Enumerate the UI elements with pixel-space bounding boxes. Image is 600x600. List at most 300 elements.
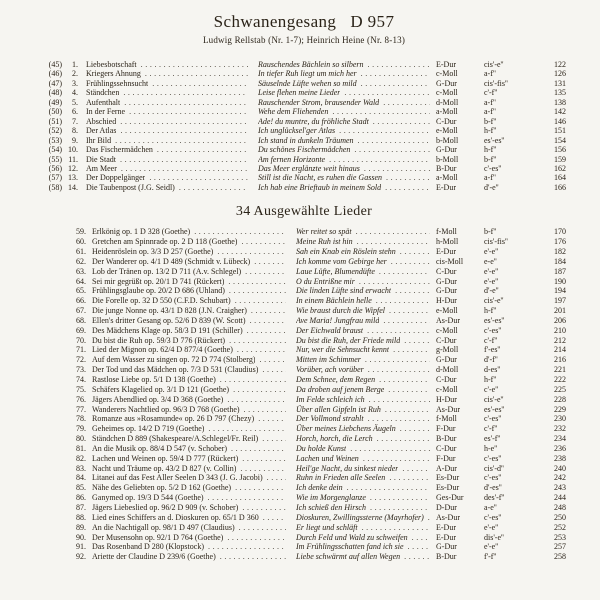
incipit: Still ist die Nacht, es ruhen die Gassen bbox=[258, 173, 382, 183]
dot-leader bbox=[240, 464, 286, 474]
song-title-cell bbox=[92, 385, 288, 395]
song-number: 74. bbox=[76, 375, 86, 384]
incipit: In tiefer Ruh liegt um mich her bbox=[258, 69, 357, 79]
dot-leader bbox=[379, 267, 430, 277]
dot-leader bbox=[362, 523, 430, 533]
incipit-cell bbox=[296, 227, 432, 237]
incipit: Liebe schwärmt auf allen Wegen bbox=[296, 552, 401, 562]
dot-leader bbox=[412, 533, 430, 543]
page-title bbox=[42, 12, 566, 32]
dot-leader bbox=[350, 444, 430, 454]
incipit: Das Meer erglänzte weit hinaus bbox=[258, 163, 360, 173]
vocal-range: c'-es'' bbox=[484, 473, 502, 483]
page-number: 182 bbox=[554, 247, 566, 257]
song-title: Sei mir gegrüßt op. 20/1 D 741 (Rückert) bbox=[92, 276, 225, 286]
page-number: 166 bbox=[554, 182, 566, 192]
song-title-cell bbox=[92, 533, 288, 543]
song-title: Heidenröslein op. 3/3 D 257 (Goethe) bbox=[92, 247, 214, 257]
incipit-cell bbox=[296, 355, 432, 365]
vocal-range: cis'-e'' bbox=[484, 296, 504, 306]
table-row bbox=[42, 326, 566, 336]
dot-leader bbox=[361, 79, 430, 88]
vocal-range: a-f'' bbox=[484, 97, 496, 107]
song-key: e-Moll bbox=[436, 306, 458, 316]
song-key: b-Moll bbox=[436, 154, 459, 164]
dot-leader bbox=[208, 542, 286, 552]
dot-leader bbox=[258, 414, 286, 424]
incipit: Rauschendes Bächlein so silbern bbox=[258, 60, 364, 69]
dot-leader bbox=[157, 145, 248, 154]
song-title: Lied der Mignon op. 62/4 D 877/4 (Goethe) bbox=[92, 345, 233, 355]
dot-leader bbox=[367, 326, 430, 336]
song-title: Litanei auf das Fest Aller Seelen D 343 (J. G. Jacobi) bbox=[92, 473, 263, 483]
vocal-range: cis'-e'' bbox=[484, 60, 504, 69]
incipit: Er liegt und schläft bbox=[296, 522, 358, 532]
page-number: 232 bbox=[554, 424, 566, 434]
song-title-cell bbox=[92, 395, 288, 405]
page-number: 216 bbox=[554, 355, 566, 365]
vocal-range: c'-es'' bbox=[484, 512, 502, 522]
table-row bbox=[42, 247, 566, 257]
work-title: Schwanengesang bbox=[213, 12, 337, 31]
table-row bbox=[42, 69, 566, 78]
vocal-range: f'-es'' bbox=[484, 345, 501, 355]
song-key: G-Dur bbox=[436, 78, 457, 88]
vocal-range: d'-e'' bbox=[484, 286, 499, 296]
work-catalog-number: D 957 bbox=[350, 12, 395, 31]
dot-leader bbox=[368, 60, 430, 69]
dot-leader bbox=[356, 227, 430, 237]
page-number: 230 bbox=[554, 414, 566, 424]
page-number: 184 bbox=[554, 256, 566, 266]
dot-leader bbox=[373, 117, 430, 126]
dot-leader bbox=[208, 493, 286, 503]
song-title-cell bbox=[92, 493, 288, 503]
incipit: O du Entrißne mir bbox=[296, 276, 355, 286]
plate-number: (57) bbox=[48, 173, 62, 183]
incipit: Wehe dem Fliehenden bbox=[258, 107, 329, 117]
song-title-cell bbox=[92, 503, 288, 513]
table-row bbox=[42, 267, 566, 277]
page-number: 238 bbox=[554, 453, 566, 463]
song-title-cell bbox=[86, 164, 250, 173]
table-row bbox=[42, 345, 566, 355]
page-number: 151 bbox=[554, 126, 566, 136]
dot-leader bbox=[237, 345, 286, 355]
song-number: 82. bbox=[76, 453, 86, 463]
dot-leader bbox=[369, 395, 430, 405]
dot-leader bbox=[235, 296, 286, 306]
dot-leader bbox=[250, 316, 286, 326]
dot-leader bbox=[228, 277, 286, 287]
page-number: 164 bbox=[554, 173, 566, 183]
table-row bbox=[42, 503, 566, 513]
vocal-range: c'-es'' bbox=[484, 414, 502, 424]
song-title-cell bbox=[86, 98, 250, 107]
dot-leader bbox=[263, 513, 286, 523]
incipit-cell bbox=[296, 424, 432, 434]
incipit: Am fernen Horizonte bbox=[258, 154, 326, 164]
dot-leader bbox=[393, 345, 430, 355]
incipit-cell bbox=[296, 513, 432, 523]
song-title: Frühlingssehnsucht bbox=[86, 78, 149, 88]
dot-leader bbox=[242, 454, 286, 464]
dot-leader bbox=[245, 267, 286, 277]
table-row bbox=[42, 98, 566, 107]
table-row bbox=[42, 533, 566, 543]
dot-leader bbox=[370, 503, 430, 513]
song-title-cell bbox=[92, 365, 288, 375]
incipit-cell bbox=[258, 98, 432, 107]
page-number: 142 bbox=[554, 107, 566, 117]
song-title: Die junge Nonne op. 43/1 D 828 (J.N. Craigher) bbox=[92, 306, 247, 316]
page-number: 240 bbox=[554, 463, 566, 473]
dot-leader bbox=[121, 164, 248, 173]
song-title: Der Atlas bbox=[86, 126, 117, 136]
incipit: Meine Ruh ist hin bbox=[296, 237, 353, 247]
incipit: Du holde Kunst bbox=[296, 443, 347, 453]
dot-leader bbox=[194, 227, 286, 237]
table-row bbox=[42, 473, 566, 483]
table-row bbox=[42, 88, 566, 97]
song-title: Ariette der Claudine D 239/6 (Goethe) bbox=[92, 552, 216, 562]
vocal-range: a-f'' bbox=[484, 173, 496, 183]
song-number: 73. bbox=[76, 365, 86, 375]
incipit: Wie im Morgenglanze bbox=[296, 493, 366, 503]
plate-number: (58) bbox=[48, 182, 62, 192]
incipit: Über allen Gipfeln ist Ruh bbox=[296, 404, 381, 414]
song-key: G-Dur bbox=[436, 145, 457, 155]
plate-number: (49) bbox=[48, 97, 62, 107]
vocal-range: c'-e'' bbox=[484, 384, 499, 394]
song-key: c-Moll bbox=[436, 325, 458, 335]
incipit: Heil'ge Nacht, du sinkest nieder bbox=[296, 463, 399, 473]
table-row bbox=[42, 107, 566, 116]
table-row bbox=[42, 173, 566, 182]
song-title: Aufenthalt bbox=[86, 97, 121, 107]
song-title-cell bbox=[86, 173, 250, 182]
vocal-range: c'-es'' bbox=[484, 163, 502, 173]
song-number: 79. bbox=[76, 424, 86, 434]
dot-leader bbox=[364, 164, 430, 173]
vocal-range: es'-es'' bbox=[484, 315, 505, 325]
song-title: Ständchen D 889 (Shakespeare/A.Schlegel/Fr. Reil) bbox=[92, 434, 259, 444]
song-title-cell bbox=[92, 227, 288, 237]
vocal-range: es'-es'' bbox=[484, 404, 505, 414]
dot-leader bbox=[347, 483, 430, 493]
song-number: 60. bbox=[76, 237, 86, 247]
vocal-range: h-f'' bbox=[484, 126, 497, 136]
vocal-range: des'-f'' bbox=[484, 493, 505, 503]
song-number: 13. bbox=[68, 173, 78, 183]
song-number: 84. bbox=[76, 473, 86, 483]
dot-leader bbox=[120, 126, 248, 135]
song-number: 66. bbox=[76, 296, 86, 306]
song-title: Erlkönig op. 1 D 328 (Goethe) bbox=[92, 227, 191, 237]
plate-number: (52) bbox=[48, 126, 62, 136]
vocal-range: e'-e'' bbox=[484, 276, 499, 286]
table-row bbox=[42, 454, 566, 464]
song-title: Schäfers Klagelied op. 3/1 D 121 (Goethe) bbox=[92, 384, 230, 394]
vocal-range: a-f'' bbox=[484, 69, 496, 79]
song-title: An die Nachtigall op. 98/1 D 497 (Claudius) bbox=[92, 522, 235, 532]
dot-leader bbox=[361, 69, 430, 78]
song-number: 86. bbox=[76, 493, 86, 503]
dot-leader bbox=[233, 385, 286, 395]
song-title: Der Doppelgänger bbox=[86, 173, 146, 183]
song-key: F-Dur bbox=[436, 453, 456, 463]
plate-number: (53) bbox=[48, 135, 62, 145]
song-key: E-Dur bbox=[436, 60, 456, 69]
table-row bbox=[42, 395, 566, 405]
incipit: Leise flehen meine Lieder bbox=[258, 88, 341, 98]
incipit-cell bbox=[296, 503, 432, 513]
song-title-cell bbox=[92, 286, 288, 296]
song-title-cell bbox=[92, 247, 288, 257]
song-number: 64. bbox=[76, 276, 86, 286]
song-title: Der Wanderer op. 4/1 D 489 (Schmidt v. Lübeck) bbox=[92, 256, 251, 266]
song-number: 4. bbox=[72, 88, 78, 98]
plate-number: (55) bbox=[48, 154, 62, 164]
dot-leader bbox=[220, 375, 286, 385]
vocal-range: d'-f'' bbox=[484, 355, 498, 365]
dot-leader bbox=[376, 296, 430, 306]
page-number: 126 bbox=[554, 69, 566, 79]
song-number: 77. bbox=[76, 404, 86, 414]
incipit-cell bbox=[258, 60, 432, 69]
incipit-cell bbox=[296, 542, 432, 552]
table-row bbox=[42, 464, 566, 474]
song-key: G-Dur bbox=[436, 355, 457, 365]
song-title-cell bbox=[92, 345, 288, 355]
incipit-cell bbox=[296, 385, 432, 395]
song-title: Jägers Liebeslied op. 96/2 D 909 (v. Schober) bbox=[92, 502, 239, 512]
song-key: h-Moll bbox=[436, 237, 459, 247]
song-number: 87. bbox=[76, 502, 86, 512]
song-key: c-Moll bbox=[436, 88, 458, 98]
plate-number: (46) bbox=[48, 69, 62, 79]
page-number: 156 bbox=[554, 145, 566, 155]
page-number: 190 bbox=[554, 276, 566, 286]
song-title-cell bbox=[92, 237, 288, 247]
song-number: 88. bbox=[76, 512, 86, 522]
page-number: 244 bbox=[554, 493, 566, 503]
dot-leader bbox=[368, 414, 430, 424]
dot-leader bbox=[408, 542, 430, 552]
dot-leader bbox=[385, 405, 430, 415]
dot-leader bbox=[120, 117, 248, 126]
dot-leader bbox=[251, 306, 286, 316]
song-title-cell bbox=[86, 69, 250, 78]
incipit: In einem Bächlein helle bbox=[296, 296, 372, 306]
table-row bbox=[42, 277, 566, 287]
incipit-cell bbox=[296, 523, 432, 533]
dot-leader bbox=[389, 306, 430, 316]
song-title-cell bbox=[92, 513, 288, 523]
table-row bbox=[42, 523, 566, 533]
vocal-range: h-f'' bbox=[484, 375, 497, 384]
table-row bbox=[42, 424, 566, 434]
song-title: Nähe des Geliebten op. 5/2 D 162 (Goethe) bbox=[92, 483, 232, 493]
page-number: 210 bbox=[554, 325, 566, 335]
song-title-cell bbox=[92, 267, 288, 277]
incipit: Ave Maria! Jungfrau mild bbox=[296, 315, 380, 325]
dot-leader bbox=[208, 424, 286, 434]
table-row bbox=[42, 552, 566, 562]
song-title-cell bbox=[92, 326, 288, 336]
dot-leader bbox=[217, 247, 286, 257]
page-number: 170 bbox=[554, 227, 566, 237]
page-number: 252 bbox=[554, 522, 566, 532]
song-title-cell bbox=[86, 155, 250, 164]
vocal-range: e'-e'' bbox=[484, 266, 499, 276]
table-row bbox=[42, 355, 566, 365]
dot-leader bbox=[179, 183, 248, 192]
song-title: Geheimes op. 14/2 D 719 (Goethe) bbox=[92, 424, 205, 434]
dot-leader bbox=[383, 98, 430, 107]
song-title: Der Musensohn op. 92/1 D 764 (Goethe) bbox=[92, 532, 224, 542]
dot-leader bbox=[391, 257, 430, 267]
section-title: 34 Ausgewählte Lieder bbox=[235, 204, 373, 220]
incipit: Säuselnde Lüfte wehen so mild bbox=[258, 78, 357, 88]
song-key: E-Dur bbox=[436, 247, 456, 257]
song-title: Jägers Abendlied op. 3/4 D 368 (Goethe) bbox=[92, 394, 224, 404]
incipit-cell bbox=[258, 155, 432, 164]
incipit-cell bbox=[258, 79, 432, 88]
incipit-cell bbox=[258, 88, 432, 97]
page-number: 146 bbox=[554, 116, 566, 126]
table-row bbox=[42, 444, 566, 454]
song-title-cell bbox=[92, 355, 288, 365]
song-number: 61. bbox=[76, 247, 86, 257]
song-key: E-Dur bbox=[436, 522, 456, 532]
song-key: H-Dur bbox=[436, 394, 457, 404]
page-number: 225 bbox=[554, 384, 566, 394]
incipit-cell bbox=[258, 145, 432, 154]
song-key: Es-Dur bbox=[436, 483, 460, 493]
song-title-cell bbox=[92, 405, 288, 415]
song-title-cell bbox=[92, 542, 288, 552]
song-key: Es-Dur bbox=[436, 473, 460, 483]
dot-leader bbox=[262, 365, 286, 375]
page-number: 187 bbox=[554, 266, 566, 276]
song-title-cell bbox=[92, 306, 288, 316]
song-title: Der Tod und das Mädchen op. 7/3 D 531 (Claudius) bbox=[92, 365, 259, 375]
song-number: 67. bbox=[76, 306, 86, 316]
incipit: Über meines Liebchens Äugeln bbox=[296, 424, 396, 434]
incipit: Ich komme vom Gebirge her bbox=[296, 256, 387, 266]
song-key: f-Moll bbox=[436, 414, 457, 424]
vocal-range: d'-e'' bbox=[484, 182, 499, 192]
table-row bbox=[42, 164, 566, 173]
vocal-range: h-f'' bbox=[484, 306, 497, 316]
page-number: 248 bbox=[554, 502, 566, 512]
incipit-cell bbox=[258, 107, 432, 116]
page-number: 206 bbox=[554, 315, 566, 325]
vocal-range: c'-es'' bbox=[484, 453, 502, 463]
dot-leader bbox=[365, 355, 430, 365]
song-title: Frühlingsglaube op. 20/2 D 686 (Uhland) bbox=[92, 286, 225, 296]
song-key: D-Dur bbox=[436, 502, 457, 512]
vocal-range: b-f'' bbox=[484, 154, 497, 164]
page-number: 154 bbox=[554, 135, 566, 145]
song-title-cell bbox=[92, 336, 288, 346]
incipit: Im Felde schleich ich bbox=[296, 394, 365, 404]
song-title: Liebesbotschaft bbox=[86, 60, 137, 69]
incipit-cell bbox=[296, 267, 432, 277]
song-key: Ges-Dur bbox=[436, 493, 464, 503]
incipit: Da droben auf jenem Berge bbox=[296, 384, 385, 394]
song-title-cell bbox=[86, 117, 250, 126]
page-number: 243 bbox=[554, 483, 566, 493]
song-key: C-Dur bbox=[436, 116, 457, 126]
table-row bbox=[42, 493, 566, 503]
song-title: Ganymed op. 19/3 D 544 (Goethe) bbox=[92, 493, 204, 503]
page-number: 228 bbox=[554, 394, 566, 404]
song-key: C-Dur bbox=[436, 335, 457, 345]
dot-leader bbox=[370, 493, 430, 503]
incipit-cell bbox=[296, 483, 432, 493]
dot-leader bbox=[404, 552, 430, 562]
table-row bbox=[42, 257, 566, 267]
vocal-range: cis'-fis'' bbox=[484, 78, 508, 88]
song-key: a-Moll bbox=[436, 107, 458, 117]
song-title-cell bbox=[86, 126, 250, 135]
song-title-cell bbox=[86, 145, 250, 154]
incipit: Ich denke dein bbox=[296, 483, 343, 493]
table-row bbox=[42, 405, 566, 415]
vocal-range: b-f'' bbox=[484, 227, 497, 237]
song-title: Kriegers Ahnung bbox=[86, 69, 141, 79]
table-row bbox=[42, 117, 566, 126]
dot-leader bbox=[332, 107, 430, 116]
song-number: 1. bbox=[72, 60, 78, 69]
song-title-cell bbox=[92, 434, 288, 444]
dot-leader bbox=[402, 464, 430, 474]
dot-leader bbox=[267, 473, 286, 483]
vocal-range: d'-es'' bbox=[484, 483, 502, 493]
song-title: Die Stadt bbox=[86, 154, 116, 164]
song-key: a-Moll bbox=[436, 173, 458, 183]
page-number: 194 bbox=[554, 286, 566, 296]
table-row bbox=[42, 316, 566, 326]
vocal-range: e'-e'' bbox=[484, 522, 499, 532]
table-row bbox=[42, 136, 566, 145]
song-number: 72. bbox=[76, 355, 86, 365]
ausgewaehlte-lieder-table bbox=[42, 227, 566, 562]
song-number: 6. bbox=[72, 107, 78, 117]
incipit-cell bbox=[296, 336, 432, 346]
song-title-cell bbox=[86, 60, 250, 69]
song-title-cell bbox=[92, 473, 288, 483]
song-title-cell bbox=[92, 375, 288, 385]
dot-leader bbox=[344, 88, 430, 97]
dot-leader bbox=[129, 107, 248, 116]
song-key: As-Dur bbox=[436, 315, 460, 325]
song-title-cell bbox=[92, 552, 288, 562]
page-number: 159 bbox=[554, 154, 566, 164]
song-title-cell bbox=[92, 464, 288, 474]
dot-leader bbox=[400, 247, 430, 257]
song-key: As-Dur bbox=[436, 512, 460, 522]
plate-number: (47) bbox=[48, 78, 62, 88]
song-title-cell bbox=[86, 183, 250, 192]
table-row bbox=[42, 79, 566, 88]
song-title-cell bbox=[92, 257, 288, 267]
incipit: Ich schieß den Hirsch bbox=[296, 502, 366, 512]
dot-leader bbox=[377, 434, 430, 444]
incipit: Ade! du muntre, du fröhliche Stadt bbox=[258, 116, 369, 126]
